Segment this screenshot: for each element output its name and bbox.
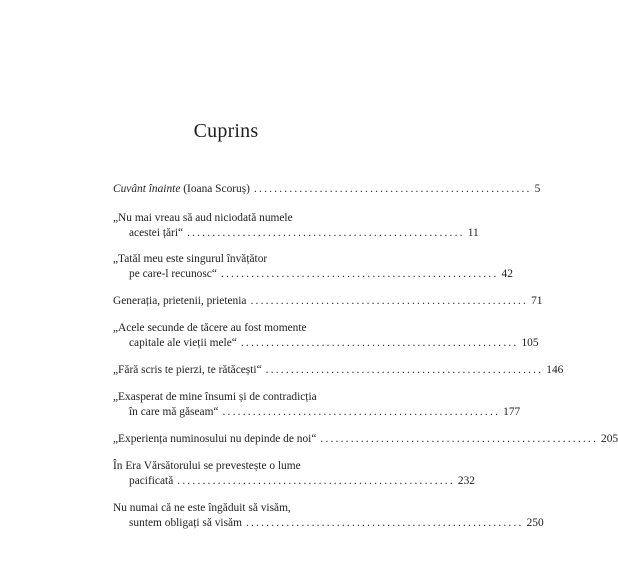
toc-entry — [113, 252, 513, 282]
toc-page-number: 11 — [467, 227, 479, 239]
page-title: Cuprins — [193, 120, 259, 142]
toc-page-number: 232 — [457, 475, 475, 487]
toc-entry — [113, 459, 475, 489]
toc-entry-line: pe care-l recunosc“ — [129, 268, 217, 280]
toc-page-number: 205 — [601, 433, 618, 445]
dot-leader: ....................................................... — [222, 406, 501, 418]
toc-entry-italic: Cuvânt înainte — [113, 183, 181, 195]
toc-entry-line: „Tatăl meu este singurul învățător — [113, 253, 268, 265]
toc-entry — [113, 432, 618, 447]
toc-page-number: 71 — [531, 295, 543, 307]
dot-leader: ....................................................... — [220, 268, 499, 280]
toc-entry-line: „Fără scris te pierzi, te rătăcești“ — [113, 364, 262, 376]
toc-entry — [113, 294, 543, 309]
dot-leader: ....................................................... — [265, 364, 544, 376]
dot-leader: ....................................................... — [187, 227, 465, 239]
toc-page-number: 5 — [534, 183, 541, 195]
toc-entry-line: suntem obligați să visăm — [129, 517, 242, 529]
toc-entry-line: În Era Vărsătorului se prevestește o lume — [113, 460, 301, 472]
dot-leader: ....................................................... — [240, 337, 519, 349]
dot-leader: ....................................................... — [177, 475, 455, 487]
toc-page-number: 105 — [521, 337, 539, 349]
toc-entry-line — [113, 182, 541, 197]
toc-entry — [113, 321, 539, 351]
toc-entry-line: „Experiența numinosului nu depinde de noi“ — [113, 433, 317, 445]
toc-entry — [113, 501, 544, 531]
toc-entry-line: pacificată — [129, 475, 174, 487]
dot-leader: ....................................................... — [245, 517, 524, 529]
dot-leader: ....................................................... — [250, 295, 529, 307]
toc-entry-line: „Acele secunde de tăcere au fost momente — [113, 322, 307, 334]
toc-entry — [113, 363, 564, 378]
dot-leader: ....................................................... — [253, 183, 532, 195]
toc-entry-line: Nu numai că ne este îngăduit să visăm, — [113, 502, 291, 514]
dot-leader: ....................................................... — [320, 433, 599, 445]
toc-entry-author: (Ioana Scoruș) — [180, 183, 250, 195]
toc-entry — [113, 211, 479, 241]
toc-page-number: 42 — [501, 268, 513, 280]
toc-entry-line: în care mă găseam“ — [129, 406, 219, 418]
toc-entry-line: acestei țări“ — [129, 227, 184, 239]
toc-entry-line: Generația, prietenii, prietenia — [113, 295, 247, 307]
toc-page-number: 177 — [503, 406, 521, 418]
toc-entry — [113, 182, 541, 197]
toc-page-number: 146 — [546, 364, 564, 376]
toc-entry-line: capitale ale vieții mele“ — [129, 337, 237, 349]
toc-entry-line: „Nu mai vreau să aud niciodată numele — [113, 212, 293, 224]
toc-entry-line: „Exasperat de mine însumi și de contradicția — [113, 391, 317, 403]
toc-page-number: 250 — [526, 517, 544, 529]
toc-entry — [113, 390, 521, 420]
